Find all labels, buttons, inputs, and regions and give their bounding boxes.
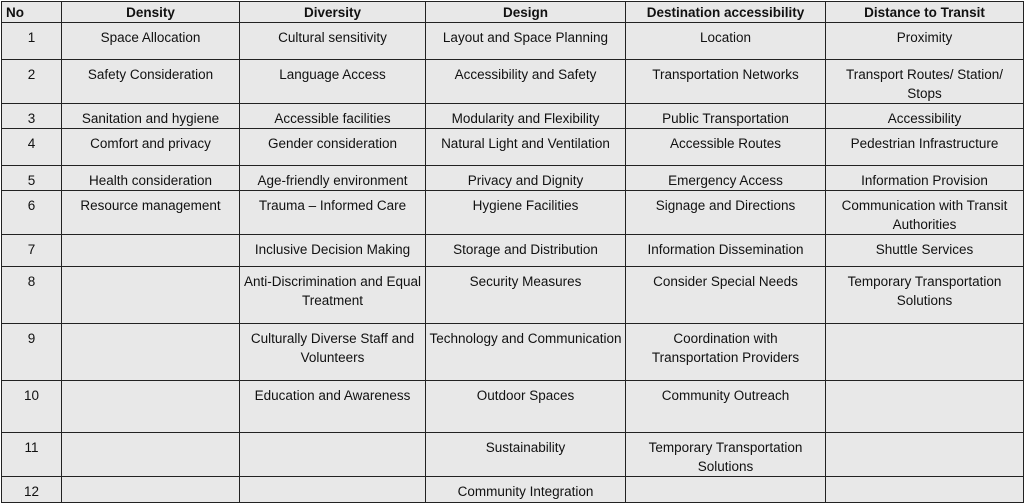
diversity-cell: Cultural sensitivity xyxy=(240,23,426,60)
transit-cell: Pedestrian Infrastructure xyxy=(826,129,1024,166)
table-row xyxy=(2,477,1024,503)
transit-cell: Accessibility xyxy=(826,104,1024,129)
diversity-cell: Age-friendly environment xyxy=(240,166,426,191)
row-number: 8 xyxy=(2,267,62,324)
destination-cell: Consider Special Needs xyxy=(626,267,826,324)
table-row xyxy=(2,166,1024,191)
table-row xyxy=(2,191,1024,235)
density-cell xyxy=(62,433,240,477)
table-row xyxy=(2,381,1024,433)
density-cell xyxy=(62,235,240,267)
transit-cell xyxy=(826,477,1024,503)
diversity-cell: Inclusive Decision Making xyxy=(240,235,426,267)
table-row xyxy=(2,23,1024,60)
row-number: 4 xyxy=(2,129,62,166)
density-cell: Sanitation and hygiene xyxy=(62,104,240,129)
density-cell xyxy=(62,267,240,324)
destination-cell: Location xyxy=(626,23,826,60)
diversity-cell: Culturally Diverse Staff and Volunteers xyxy=(240,324,426,381)
destination-cell: Signage and Directions xyxy=(626,191,826,235)
table-row xyxy=(2,433,1024,477)
diversity-cell: Language Access xyxy=(240,60,426,104)
density-cell xyxy=(62,381,240,433)
header-diversity: Diversity xyxy=(240,2,426,23)
diversity-cell: Trauma – Informed Care xyxy=(240,191,426,235)
density-cell xyxy=(62,324,240,381)
row-number: 10 xyxy=(2,381,62,433)
row-number: 9 xyxy=(2,324,62,381)
design-cell: Sustainability xyxy=(426,433,626,477)
density-cell: Resource management xyxy=(62,191,240,235)
transit-cell: Shuttle Services xyxy=(826,235,1024,267)
diversity-cell: Anti-Discrimination and Equal Treatment xyxy=(240,267,426,324)
density-cell: Safety Consideration xyxy=(62,60,240,104)
transit-cell xyxy=(826,324,1024,381)
row-number: 2 xyxy=(2,60,62,104)
transit-cell: Information Provision xyxy=(826,166,1024,191)
design-cell: Storage and Distribution xyxy=(426,235,626,267)
destination-cell: Temporary Transportation Solutions xyxy=(626,433,826,477)
design-cell: Community Integration xyxy=(426,477,626,503)
diversity-cell: Education and Awareness xyxy=(240,381,426,433)
row-number: 6 xyxy=(2,191,62,235)
design-cell: Natural Light and Ventilation xyxy=(426,129,626,166)
transit-cell xyxy=(826,381,1024,433)
transit-cell xyxy=(826,433,1024,477)
design-cell: Accessibility and Safety xyxy=(426,60,626,104)
row-number: 1 xyxy=(2,23,62,60)
table-row xyxy=(2,104,1024,129)
header-density: Density xyxy=(62,2,240,23)
table-row xyxy=(2,324,1024,381)
transit-cell: Temporary Transportation Solutions xyxy=(826,267,1024,324)
density-cell xyxy=(62,477,240,503)
diversity-cell xyxy=(240,477,426,503)
diversity-cell: Accessible facilities xyxy=(240,104,426,129)
criteria-table xyxy=(1,1,1024,503)
destination-cell: Accessible Routes xyxy=(626,129,826,166)
destination-cell: Coordination with Transportation Providers xyxy=(626,324,826,381)
diversity-cell: Gender consideration xyxy=(240,129,426,166)
design-cell: Privacy and Dignity xyxy=(426,166,626,191)
destination-cell: Community Outreach xyxy=(626,381,826,433)
design-cell: Layout and Space Planning xyxy=(426,23,626,60)
transit-cell: Communication with Transit Authorities xyxy=(826,191,1024,235)
header-distance-to-transit: Distance to Transit xyxy=(826,2,1024,23)
header-destination-accessibility: Destination accessibility xyxy=(626,2,826,23)
design-cell: Technology and Communication xyxy=(426,324,626,381)
table-row xyxy=(2,267,1024,324)
table-row xyxy=(2,129,1024,166)
destination-cell: Emergency Access xyxy=(626,166,826,191)
table-row xyxy=(2,235,1024,267)
row-number: 5 xyxy=(2,166,62,191)
transit-cell: Transport Routes/ Station/ Stops xyxy=(826,60,1024,104)
destination-cell: Public Transportation xyxy=(626,104,826,129)
header-no: No xyxy=(2,2,62,23)
design-cell: Hygiene Facilities xyxy=(426,191,626,235)
destination-cell xyxy=(626,477,826,503)
design-cell: Modularity and Flexibility xyxy=(426,104,626,129)
design-cell: Security Measures xyxy=(426,267,626,324)
row-number: 3 xyxy=(2,104,62,129)
destination-cell: Transportation Networks xyxy=(626,60,826,104)
header-row xyxy=(2,2,1024,23)
density-cell: Space Allocation xyxy=(62,23,240,60)
table-row xyxy=(2,60,1024,104)
header-design: Design xyxy=(426,2,626,23)
density-cell: Comfort and privacy xyxy=(62,129,240,166)
design-cell: Outdoor Spaces xyxy=(426,381,626,433)
row-number: 11 xyxy=(2,433,62,477)
row-number: 7 xyxy=(2,235,62,267)
diversity-cell xyxy=(240,433,426,477)
transit-cell: Proximity xyxy=(826,23,1024,60)
density-cell: Health consideration xyxy=(62,166,240,191)
destination-cell: Information Dissemination xyxy=(626,235,826,267)
row-number: 12 xyxy=(2,477,62,503)
